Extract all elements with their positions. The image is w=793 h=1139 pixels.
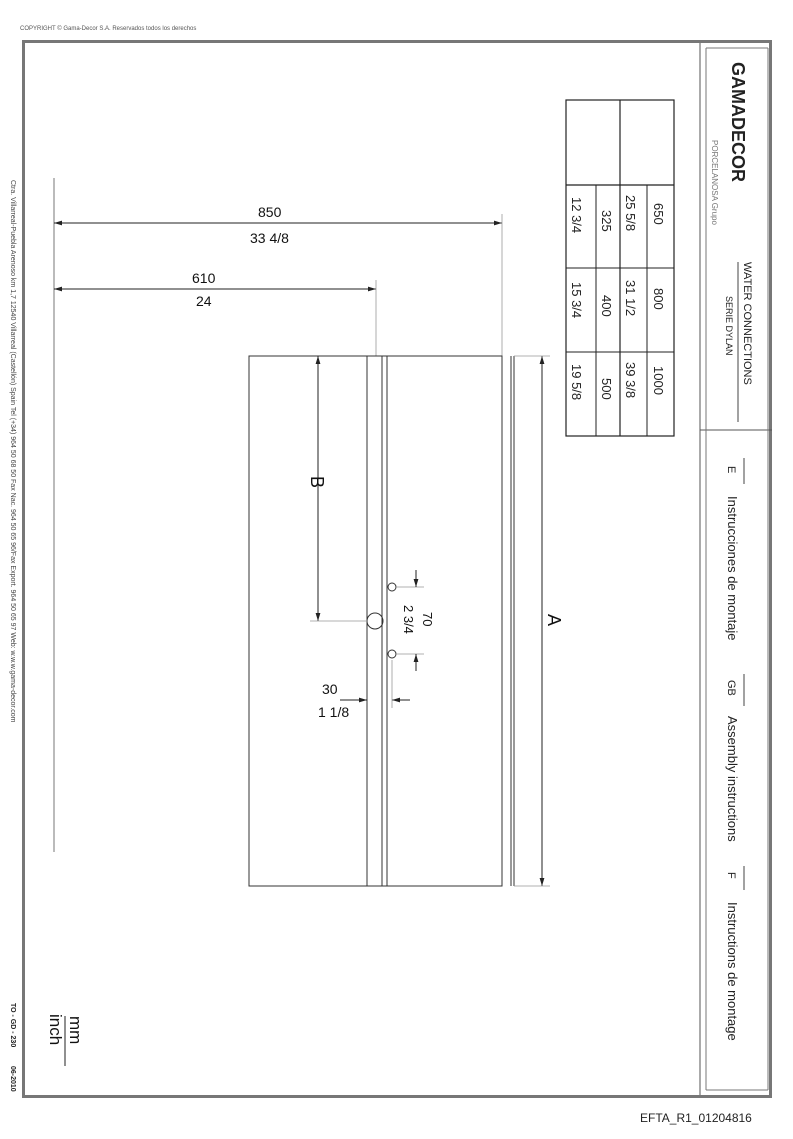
lang-code-gb: GB — [725, 680, 737, 696]
cabinet-back-panel — [249, 356, 514, 886]
lang-code-f: F — [725, 872, 737, 879]
supply-hole-bottom — [388, 650, 396, 658]
copyright-notice: COPYRIGHT © Gama-Decor S.A. Reservados todos los derechos — [20, 26, 197, 32]
table-inch-a-2: 39 3/8 — [623, 362, 638, 399]
drain-hole — [367, 613, 383, 629]
table-mm-a-2: 1000 — [651, 366, 666, 395]
table-inch-b-0: 12 3/4 — [569, 197, 584, 234]
company-address: Ctra. Villarreal-Puebla Arenoso km 1,7 12540 Villarreal (Castellón) Spain Tel (+34) 964 50 68 50 Fax Nac. 964 50 65 96/Fax Export. 964 50 65 97 Web: w.w.w.gama-decor.com — [9, 180, 16, 723]
table-mm-a-0: 650 — [651, 203, 666, 225]
dim-30-inch: 1 1/8 — [318, 704, 350, 720]
dimension-610 — [54, 280, 376, 356]
document-title: WATER CONNECTIONS — [741, 262, 753, 385]
series-name: SERIE DYLAN — [724, 296, 734, 356]
document-date: 06-2010 — [9, 1066, 16, 1092]
brand-logo: GAMADECOR — [728, 62, 748, 182]
dim-610-mm: 610 — [192, 270, 216, 286]
table-mm-b-1: 400 — [599, 295, 614, 317]
dim-850-mm: 850 — [258, 204, 282, 220]
label-a: A — [544, 614, 564, 627]
table-inch-a-1: 31 1/2 — [623, 280, 638, 317]
dim-30-mm: 30 — [322, 681, 338, 697]
lang-text-gb: Assembly instructions — [725, 716, 740, 842]
supply-hole-top — [388, 583, 396, 591]
table-mm-b-2: 500 — [599, 378, 614, 400]
table-inch-b-2: 19 5/8 — [569, 364, 584, 401]
table-mm-b-0: 325 — [599, 210, 614, 232]
dim-850-inch: 33 4/8 — [250, 230, 289, 246]
dim-70-inch: 2 3/4 — [401, 605, 416, 634]
table-inch-b-1: 15 3/4 — [569, 282, 584, 319]
unit-mm: mm — [66, 1016, 85, 1045]
document-id: EFTA_R1_01204816 — [640, 1111, 752, 1125]
document-code: TO - GD - 230 — [9, 1003, 16, 1048]
lang-code-e: E — [725, 466, 737, 474]
lang-text-f: Instructions de montage — [725, 902, 740, 1041]
table-mm-a-1: 800 — [651, 288, 666, 310]
table-inch-a-0: 25 5/8 — [623, 195, 638, 232]
brand-subtitle: PORCELANOSA Grupo — [710, 140, 719, 225]
dim-610-inch: 24 — [196, 293, 212, 309]
unit-inch: inch — [46, 1014, 65, 1046]
dimension-table — [566, 100, 674, 436]
lang-text-e: Instrucciones de montaje — [725, 496, 740, 641]
dimension-b — [310, 356, 366, 621]
dim-70-mm: 70 — [420, 612, 435, 627]
dimension-30 — [340, 660, 410, 708]
label-b: B — [307, 476, 327, 489]
